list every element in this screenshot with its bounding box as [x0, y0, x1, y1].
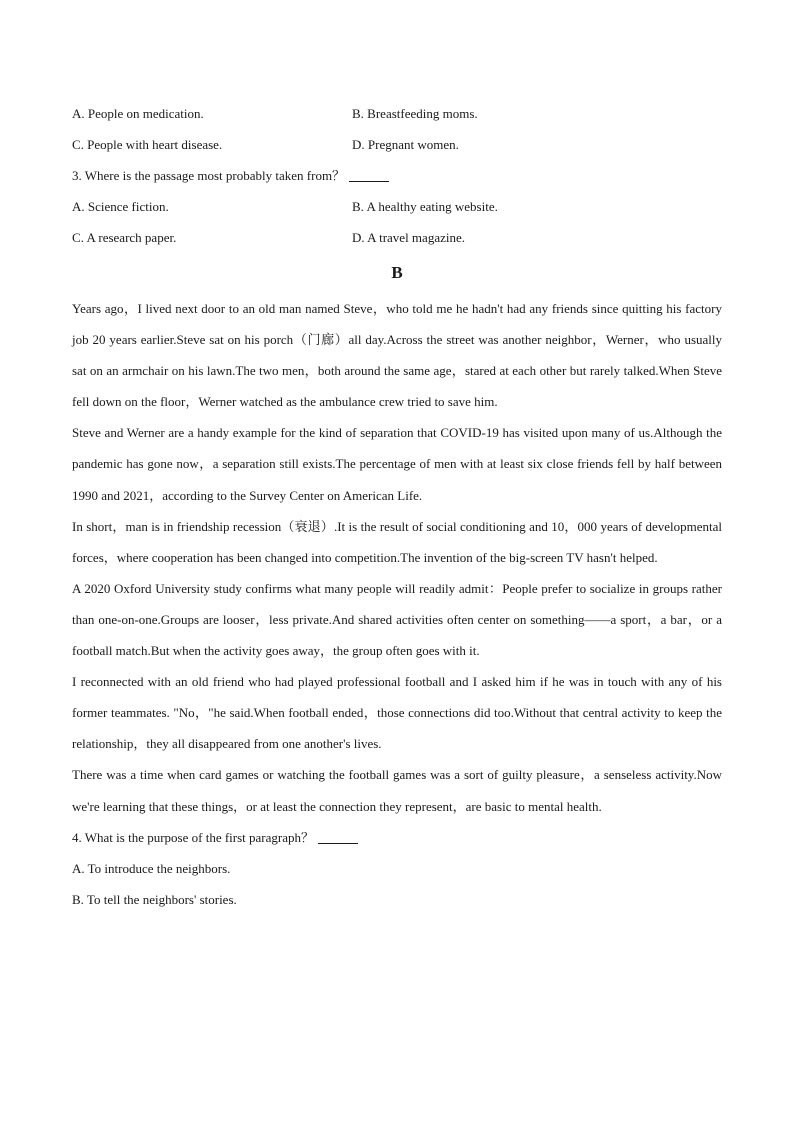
q4-question-text: 4. What is the purpose of the first paragraph？: [72, 829, 314, 845]
q3-options-row-1: [72, 191, 722, 222]
q4-answer-blank: [318, 829, 358, 844]
q3-options-row-2: [72, 222, 722, 253]
q3-question: [72, 160, 722, 191]
passage-paragraph-3: In short，man is in friendship recession（衰退）.It is the result of social conditioning and 10，000 years of developmental forces，where cooperation has been changed into competition.The invention of the big-screen TV hasn't helped.: [72, 518, 722, 565]
q2-option-d: D. Pregnant women.: [352, 137, 459, 152]
passage-paragraph-2: Steve and Werner are a handy example for the kind of separation that COVID-19 has visited upon many of us.Although the pandemic has gone now，a separation still exists.The percentage of men with at least six close friends fell by half between 1990 and 2021，according to the Survey Center on American Life.: [72, 425, 722, 503]
q2-option-b: B. Breastfeeding moms.: [352, 106, 478, 121]
q2-option-c: C. People with heart disease.: [72, 137, 223, 152]
q2-options-row-1: [72, 98, 722, 129]
q4-option-a: A. To introduce the neighbors.: [72, 860, 231, 876]
passage-paragraph-6: There was a time when card games or watching the football games was a sort of guilty pleasure，a senseless activity.Now we're learning that these things，or at least the connection they represent，are basic to mental health.: [72, 767, 722, 814]
passage-paragraph-4: A 2020 Oxford University study confirms what many people will readily admit：People prefer to socialize in groups rather than one-on-one.Groups are looser，less private.And shared activities often center on something——a sport，a bar，or a football match.But when the activity goes away，the group often goes with it.: [72, 580, 722, 659]
q3-option-c: C. A research paper.: [72, 230, 177, 245]
q2-option-a: A. People on medication.: [72, 106, 204, 121]
q3-option-b: B. A healthy eating website.: [352, 199, 498, 214]
section-b-title: B: [391, 263, 403, 282]
passage-paragraph-1: Years ago，I lived next door to an old man named Steve，who told me he hadn't had any friends since quitting his factory job 20 years earlier.Steve sat on his porch（门廊）all day.Across the street was another neighbor，Werner，who usually sat on an armchair on his lawn.The two men，both around the same age，stared at each other but rarely talked.When Steve fell down on the floor，Werner watched as the ambulance crew tried to save him.: [72, 301, 722, 410]
q3-option-d: D. A travel magazine.: [352, 230, 465, 245]
q3-question-text: 3. Where is the passage most probably taken from？: [72, 168, 346, 183]
q3-answer-blank: [349, 167, 389, 182]
q4-option-b: B. To tell the neighbors' stories.: [72, 891, 237, 907]
q2-options-row-2: [72, 129, 722, 160]
exam-page: [72, 98, 722, 915]
passage-paragraph-5: I reconnected with an old friend who had played professional football and I asked him if he was in touch with any of his former teammates. "No，"he said.When football ended，those connections did too.Without that central activity to keep the relationship，they all disappeared from one another's lives.: [72, 674, 722, 752]
q3-option-a: A. Science fiction.: [72, 199, 169, 214]
q4-question: [72, 822, 722, 853]
